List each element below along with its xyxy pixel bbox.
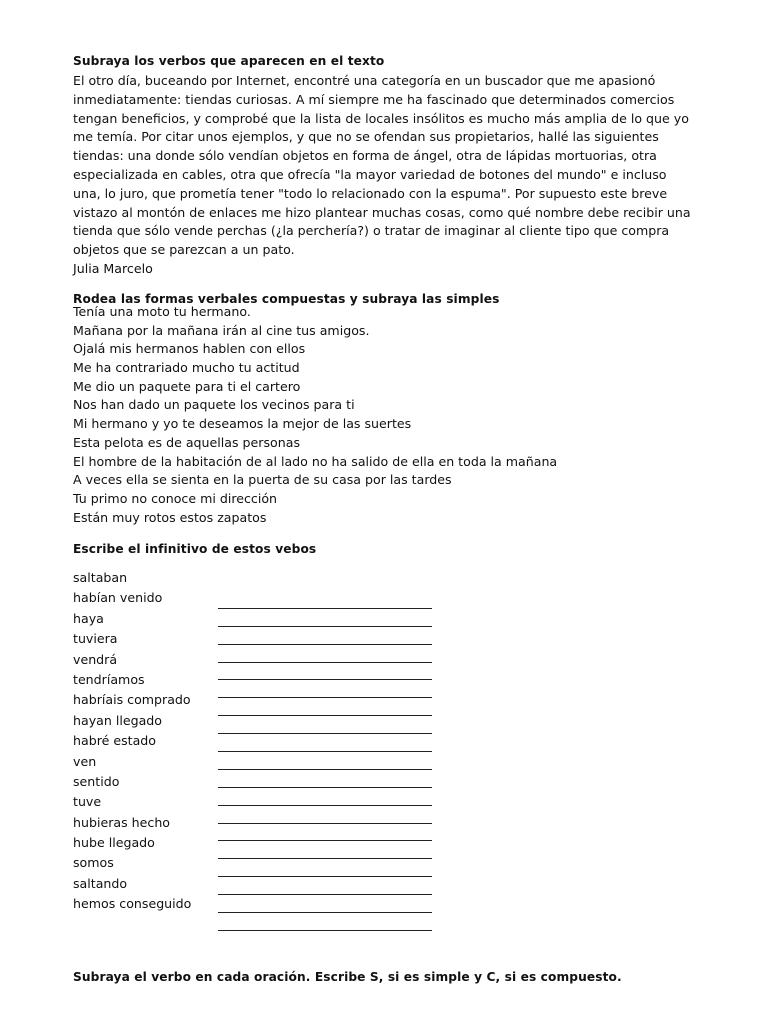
answer-line[interactable] <box>218 663 432 681</box>
answer-line[interactable] <box>218 841 432 859</box>
answer-line[interactable] <box>218 716 432 734</box>
answer-lines <box>218 591 432 931</box>
passage-line: especializada en cables, otra que ofrecía "la mayor variedad de botones del mundo" e incluso <box>73 166 667 182</box>
answer-line[interactable] <box>218 645 432 663</box>
answer-line[interactable] <box>218 895 432 913</box>
verb-list <box>73 568 191 915</box>
answer-line[interactable] <box>218 698 432 716</box>
answer-line[interactable] <box>218 770 432 788</box>
answer-line[interactable] <box>218 734 432 752</box>
passage-line: objetos que se parezcan a un pato. <box>73 242 295 258</box>
verb-item: hemos conseguido <box>73 896 192 912</box>
sentence-item: Esta pelota es de aquellas personas <box>73 434 301 450</box>
passage-line: El otro día, buceando por Internet, encontré una categoría en un buscador que me apasionó <box>73 73 656 88</box>
sentence-item: Ojalá mis hermanos hablen con ellos <box>73 341 306 357</box>
passage-line: inmediatamente: tiendas curiosas. A mí siempre me ha fascinado que determinados comercios <box>73 91 675 107</box>
verb-item: saltando <box>73 875 128 891</box>
verb-item: vendrá <box>73 651 118 667</box>
passage-line: tienda que sólo vende perchas (¿la perchería?) o tratar de imaginar al cliente tipo que compra <box>73 223 670 239</box>
verb-item: habré estado <box>73 733 157 749</box>
passage-line: tiendas: una donde sólo vendían objetos en forma de ángel, otra de lápidas mortuorias, otra <box>73 148 657 164</box>
answer-line[interactable] <box>218 627 432 645</box>
sentence-item: Me dio un paquete para ti el cartero <box>73 378 301 394</box>
sentence-item: El hombre de la habitación de al lado no ha salido de ella en toda la mañana <box>73 453 558 469</box>
passage-line: vistazo al montón de enlaces me hizo plantear muchas cosas, como qué nombre debe recibir una <box>73 204 691 220</box>
verb-item: habríais comprado <box>73 692 191 708</box>
sentence-item: Me ha contrariado mucho tu actitud <box>73 360 300 376</box>
reading-passage <box>73 72 713 279</box>
verb-item: tuviera <box>73 631 118 647</box>
answer-line[interactable] <box>218 788 432 806</box>
sentence-item: Mi hermano y yo te deseamos la mejor de las suertes <box>73 416 412 432</box>
answer-line[interactable] <box>218 609 432 627</box>
verb-item: hubieras hecho <box>73 814 171 830</box>
sentence-item: Tenía una moto tu hermano. <box>73 304 251 319</box>
verb-item: haya <box>73 610 104 626</box>
answer-line[interactable] <box>218 591 432 609</box>
verb-item: habían venido <box>73 590 163 606</box>
section-heading-infinitive: Escribe el infinitivo de estos vebos <box>73 542 317 556</box>
sentence-item: Están muy rotos estos zapatos <box>73 509 267 525</box>
section-heading-compound-forms: Rodea las formas verbales compuestas y subraya las simples <box>73 292 500 306</box>
answer-line[interactable] <box>218 680 432 698</box>
sentence-item: Tu primo no conoce mi dirección <box>73 490 278 506</box>
section-heading-underline-verbs: Subraya los verbos que aparecen en el texto <box>73 54 385 68</box>
section-heading-simple-compound: Subraya el verbo en cada oración. Escribe S, si es simple y C, si es compuesto. <box>73 970 622 984</box>
verb-item: hayan llegado <box>73 712 163 728</box>
verb-item: sentido <box>73 773 120 789</box>
answer-line[interactable] <box>218 877 432 895</box>
answer-line[interactable] <box>218 913 432 931</box>
verb-item: saltaban <box>73 570 128 585</box>
sentence-item: A veces ella se sienta en la puerta de su casa por las tardes <box>73 472 452 488</box>
verb-item: tendríamos <box>73 671 145 687</box>
passage-line: tengan beneficios, y comprobé que la lista de locales insólitos es mucho más amplia de lo que yo <box>73 110 689 126</box>
answer-line[interactable] <box>218 752 432 770</box>
verb-item: hube llegado <box>73 835 155 851</box>
sentence-item: Nos han dado un paquete los vecinos para ti <box>73 397 355 413</box>
verb-item: somos <box>73 855 114 871</box>
sentence-item: Mañana por la mañana irán al cine tus amigos. <box>73 322 370 338</box>
answer-line[interactable] <box>218 806 432 824</box>
answer-line[interactable] <box>218 859 432 877</box>
answer-line[interactable] <box>218 824 432 842</box>
passage-author: Julia Marcelo <box>73 260 153 276</box>
sentence-list <box>73 303 557 527</box>
verb-item: ven <box>73 753 97 769</box>
verb-item: tuve <box>73 794 102 810</box>
passage-line: me temía. Por citar unos ejemplos, y que no se ofendan sus propietarios, hallé las siguientes <box>73 129 659 145</box>
passage-line: una, lo juro, que prometía tener "todo lo relacionado con la espuma". Por supuesto este breve <box>73 185 668 201</box>
